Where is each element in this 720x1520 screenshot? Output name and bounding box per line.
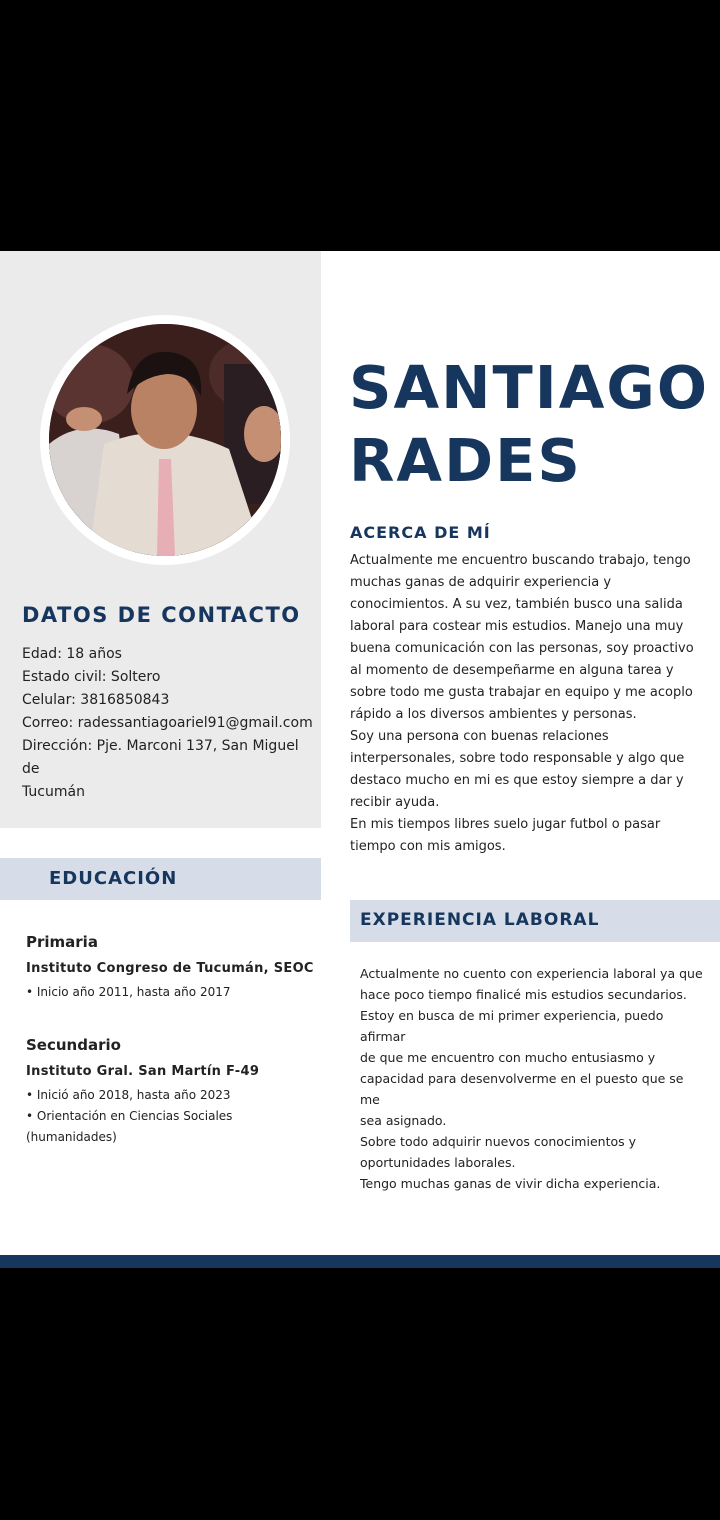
bottom-letterbox — [0, 1268, 720, 1520]
experience-line: Tengo muchas ganas de vivir dicha experiencia. — [360, 1176, 661, 1191]
experience-line: Actualmente no cuento con experiencia laboral ya que — [360, 966, 703, 981]
education-header-bar — [0, 858, 321, 900]
about-line: sobre todo me gusta trabajar en equipo y me acoplo — [350, 685, 693, 700]
about-line: conocimientos. A su vez, también busco una salida — [350, 597, 683, 612]
contact-civil-status: Estado civil: Soltero — [22, 669, 161, 685]
about-section-title: ACERCA DE MÍ — [350, 523, 491, 542]
experience-line: Estoy en busca de mi primer experiencia, puedo afirmar — [360, 1008, 664, 1044]
experience-line: sea asignado. — [360, 1113, 447, 1128]
education-school: Instituto Congreso de Tucumán, SEOC — [26, 961, 314, 976]
about-line: muchas ganas de adquirir experiencia y — [350, 575, 612, 590]
contact-address-line2: Tucumán — [22, 784, 85, 800]
education-level: Primaria — [26, 933, 98, 951]
left-panel — [0, 251, 321, 828]
about-line: Soy una persona con buenas relaciones — [350, 729, 609, 744]
experience-line: capacidad para desenvolverme en el puesto que se me — [360, 1071, 684, 1107]
about-line: tiempo con mis amigos. — [350, 839, 506, 854]
contact-phone: Celular: 3816850843 — [22, 692, 170, 708]
education-school: Instituto Gral. San Martín F-49 — [26, 1064, 260, 1079]
about-line: al momento de desempeñarme en alguna tarea y — [350, 663, 674, 678]
experience-header-bar — [350, 900, 720, 942]
profile-photo-frame — [40, 315, 290, 565]
contact-list — [22, 643, 317, 804]
experience-line: de que me encuentro con mucho entusiasmo y — [360, 1050, 656, 1065]
experience-line: oportunidades laborales. — [360, 1155, 516, 1170]
cv-page — [0, 251, 720, 1268]
about-line: laboral para costear mis estudios. Manejo una muy — [350, 619, 684, 634]
about-line: En mis tiempos libres suelo jugar futbol o pasar — [350, 817, 661, 832]
person-name-line2: RADES — [349, 426, 582, 495]
experience-line: hace poco tiempo finalicé mis estudios secundarios. — [360, 987, 687, 1002]
about-line: buena comunicación con las personas, soy proactivo — [350, 641, 694, 656]
about-line: recibir ayuda. — [350, 795, 440, 810]
about-text — [350, 550, 700, 858]
about-line: destaco mucho en mi es que estoy siempre a dar y — [350, 773, 684, 788]
experience-text — [360, 963, 705, 1194]
contact-section-title: DATOS DE CONTACTO — [22, 603, 301, 627]
contact-address-line1: Dirección: Pje. Marconi 137, San Miguel de — [22, 738, 299, 777]
education-bullet: • Orientación en Ciencias Sociales (humanidades) — [26, 1109, 233, 1144]
education-entry — [26, 1035, 326, 1148]
contact-email: Correo: radessantiagoariel91@gmail.com — [22, 715, 313, 731]
person-name — [349, 351, 709, 497]
profile-photo — [49, 324, 281, 556]
footer-bar — [0, 1255, 720, 1268]
person-photo-icon — [49, 324, 281, 556]
about-line: rápido a los diversos ambientes y personas. — [350, 707, 637, 722]
contact-age: Edad: 18 años — [22, 646, 122, 662]
experience-section-title: EXPERIENCIA LABORAL — [360, 910, 600, 930]
education-entry — [26, 932, 326, 1003]
education-bullet: • Inició año 2018, hasta año 2023 — [26, 1088, 231, 1102]
about-line: interpersonales, sobre todo responsable y algo que — [350, 751, 685, 766]
experience-line: Sobre todo adquirir nuevos conocimientos y — [360, 1134, 636, 1149]
education-section-title: EDUCACIÓN — [49, 868, 178, 889]
about-line: Actualmente me encuentro buscando trabajo, tengo — [350, 553, 691, 568]
top-letterbox — [0, 0, 720, 251]
education-level: Secundario — [26, 1036, 121, 1054]
education-bullet: • Inicio año 2011, hasta año 2017 — [26, 985, 231, 999]
person-name-line1: SANTIAGO — [349, 353, 709, 422]
